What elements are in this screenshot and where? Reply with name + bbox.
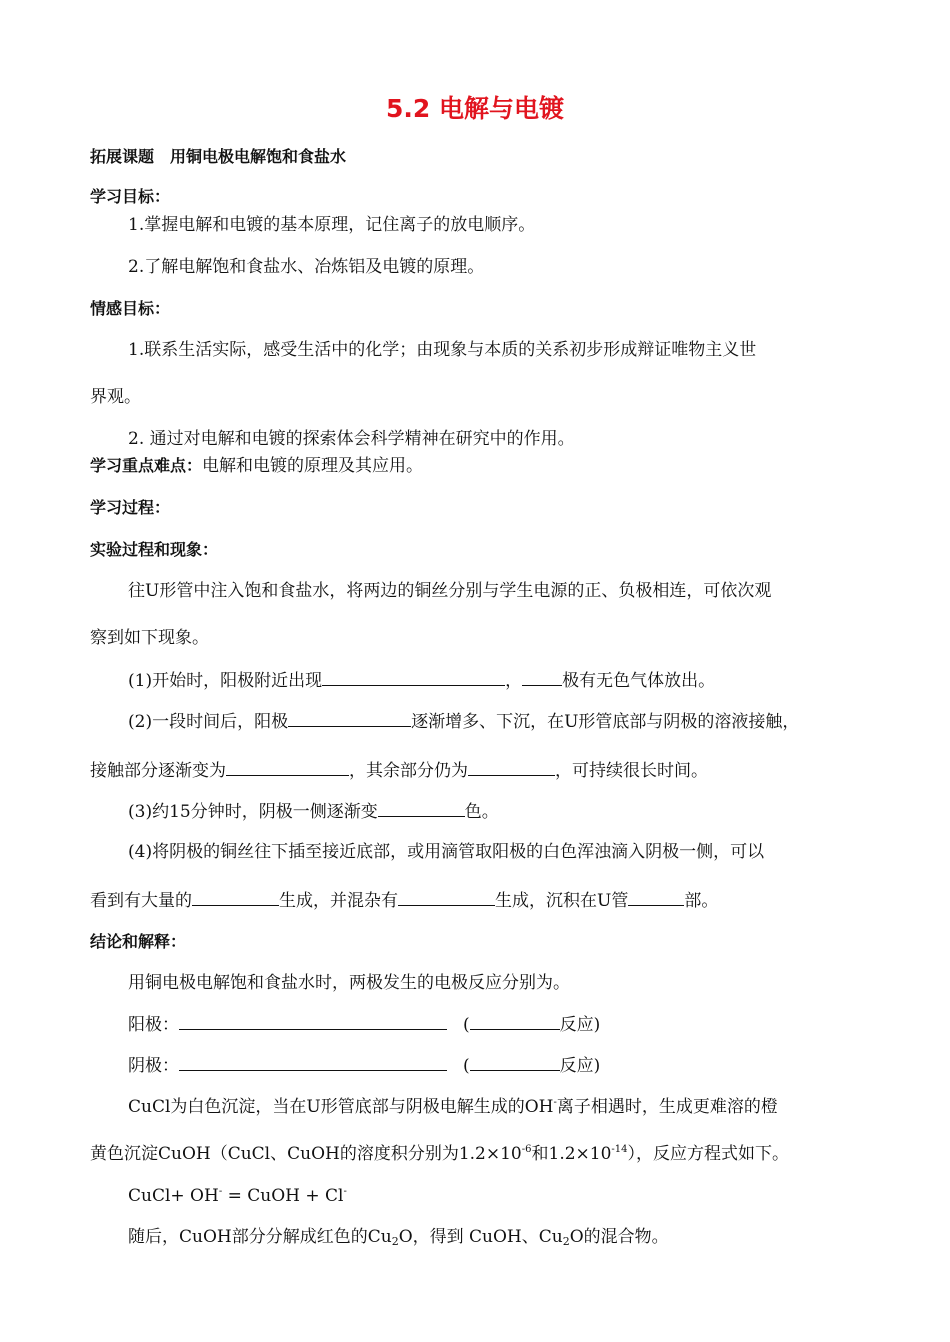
step-text: (2)一段时间后，阳极 — [128, 712, 289, 732]
keypoints-text: 电解和电镀的原理及其应用。 — [202, 456, 424, 476]
step-4-line — [90, 889, 718, 912]
step-text: (3)约15分钟时，阴极一侧逐渐变 — [128, 802, 378, 822]
step-text: 生成，沉积在U管 — [495, 891, 629, 911]
superscript: - — [553, 1097, 557, 1108]
equation-text: = CuOH + Cl — [222, 1186, 344, 1206]
experiment-intro-line: 往U形管中注入饱和食盐水，将两边的铜丝分别与学生电源的正、负极相连，可依次观 — [128, 581, 772, 601]
keypoints-label: 学习重点难点： — [90, 456, 203, 475]
superscript: -6 — [521, 1144, 532, 1155]
explanation-text: 和1.2×10 — [531, 1144, 612, 1164]
answer-blank[interactable] — [378, 800, 465, 817]
process-heading: 学习过程： — [90, 498, 171, 517]
subscript: 2 — [391, 1235, 399, 1248]
step-text: ，其余部分仍为 — [349, 761, 468, 781]
answer-blank[interactable] — [226, 759, 349, 776]
step-text: 看到有大量的 — [90, 891, 192, 911]
cathode-line — [128, 1054, 600, 1077]
conclusion-heading: 结论和解释： — [90, 932, 187, 951]
explanation-text: 离子相遇时，生成更难溶的橙 — [556, 1097, 778, 1117]
experiment-intro-line: 察到如下现象。 — [90, 628, 209, 648]
answer-blank[interactable] — [522, 669, 562, 686]
answer-blank[interactable] — [470, 1054, 560, 1071]
answer-blank[interactable] — [192, 889, 279, 906]
equation — [128, 1185, 347, 1207]
reaction-suffix: 反应) — [559, 1015, 601, 1035]
superscript: -14 — [611, 1144, 628, 1155]
superscript: - — [343, 1186, 347, 1197]
explanation-text: 黄色沉淀CuOH（CuCl、CuOH的溶度积分别为1.2×10 — [90, 1144, 522, 1164]
step-text: 生成，并混杂有 — [279, 891, 398, 911]
final-text: 随后，CuOH部分分解成红色的Cu — [128, 1227, 392, 1247]
answer-blank[interactable] — [470, 1013, 560, 1030]
answer-blank[interactable] — [468, 759, 555, 776]
explanation-text: CuCl为白色沉淀，当在U形管底部与阴极电解生成的OH — [128, 1097, 554, 1117]
step-2-line — [90, 759, 708, 782]
step-1 — [128, 669, 715, 692]
keypoints-line — [90, 455, 423, 477]
step-2-line — [128, 710, 799, 733]
step-text: ， — [505, 671, 523, 691]
objectives-heading: 学习目标： — [90, 187, 171, 206]
affective-item: 2. 通过对电解和电镀的探索体会科学精神在研究中的作用。 — [128, 429, 575, 449]
final-text: O的混合物。 — [569, 1227, 669, 1247]
affective-item-line: 1.联系生活实际，感受生活中的化学；由现象与本质的关系初步形成辩证唯物主义世 — [128, 340, 757, 360]
page-title: 5.2 电解与电镀 — [386, 94, 564, 123]
anode-line — [128, 1013, 600, 1036]
cathode-label: 阴极： — [128, 1056, 179, 1076]
answer-blank[interactable] — [628, 889, 684, 906]
paren-open: ( — [463, 1015, 470, 1035]
step-3 — [128, 800, 499, 823]
reaction-suffix: 反应) — [559, 1056, 601, 1076]
subscript: 2 — [562, 1235, 570, 1248]
explanation-line — [128, 1096, 778, 1118]
answer-blank[interactable] — [322, 669, 505, 686]
final-line — [128, 1226, 669, 1248]
explanation-text: ），反应方程式如下。 — [627, 1144, 790, 1164]
equation-text: CuCl+ OH — [128, 1186, 219, 1206]
step-text: 接触部分逐渐变为 — [90, 761, 226, 781]
final-text: O，得到 CuOH、Cu — [398, 1227, 563, 1247]
answer-blank[interactable] — [179, 1013, 447, 1030]
step-text: (1)开始时，阳极附近出现 — [128, 671, 323, 691]
experiment-heading: 实验过程和现象： — [90, 540, 219, 559]
topic-heading: 拓展课题 用铜电极电解饱和食盐水 — [90, 147, 347, 166]
objective-item: 1.掌握电解和电镀的基本原理，记住离子的放电顺序。 — [128, 215, 536, 235]
explanation-line — [90, 1143, 789, 1165]
superscript: - — [218, 1186, 223, 1197]
affective-heading: 情感目标： — [90, 299, 171, 318]
step-text: 逐渐增多、下沉，在U形管底部与阴极的溶液接触， — [411, 712, 800, 732]
step-text: ，可持续很长时间。 — [555, 761, 708, 781]
paren-open: ( — [463, 1056, 470, 1076]
step-4-line: (4)将阴极的铜丝往下插至接近底部，或用滴管取阳极的白色浑浊滴入阴极一侧，可以 — [128, 842, 765, 862]
anode-label: 阳极： — [128, 1015, 179, 1035]
answer-blank[interactable] — [179, 1054, 447, 1071]
answer-blank[interactable] — [398, 889, 495, 906]
answer-blank[interactable] — [288, 710, 411, 727]
objective-item: 2.了解电解饱和食盐水、冶炼铝及电镀的原理。 — [128, 257, 485, 277]
step-text: 色。 — [464, 802, 499, 822]
step-text: 极有无色气体放出。 — [562, 671, 716, 691]
step-text: 部。 — [684, 891, 719, 911]
affective-item-line: 界观。 — [90, 387, 141, 407]
conclusion-intro: 用铜电极电解饱和食盐水时，两极发生的电极反应分别为。 — [128, 973, 570, 993]
